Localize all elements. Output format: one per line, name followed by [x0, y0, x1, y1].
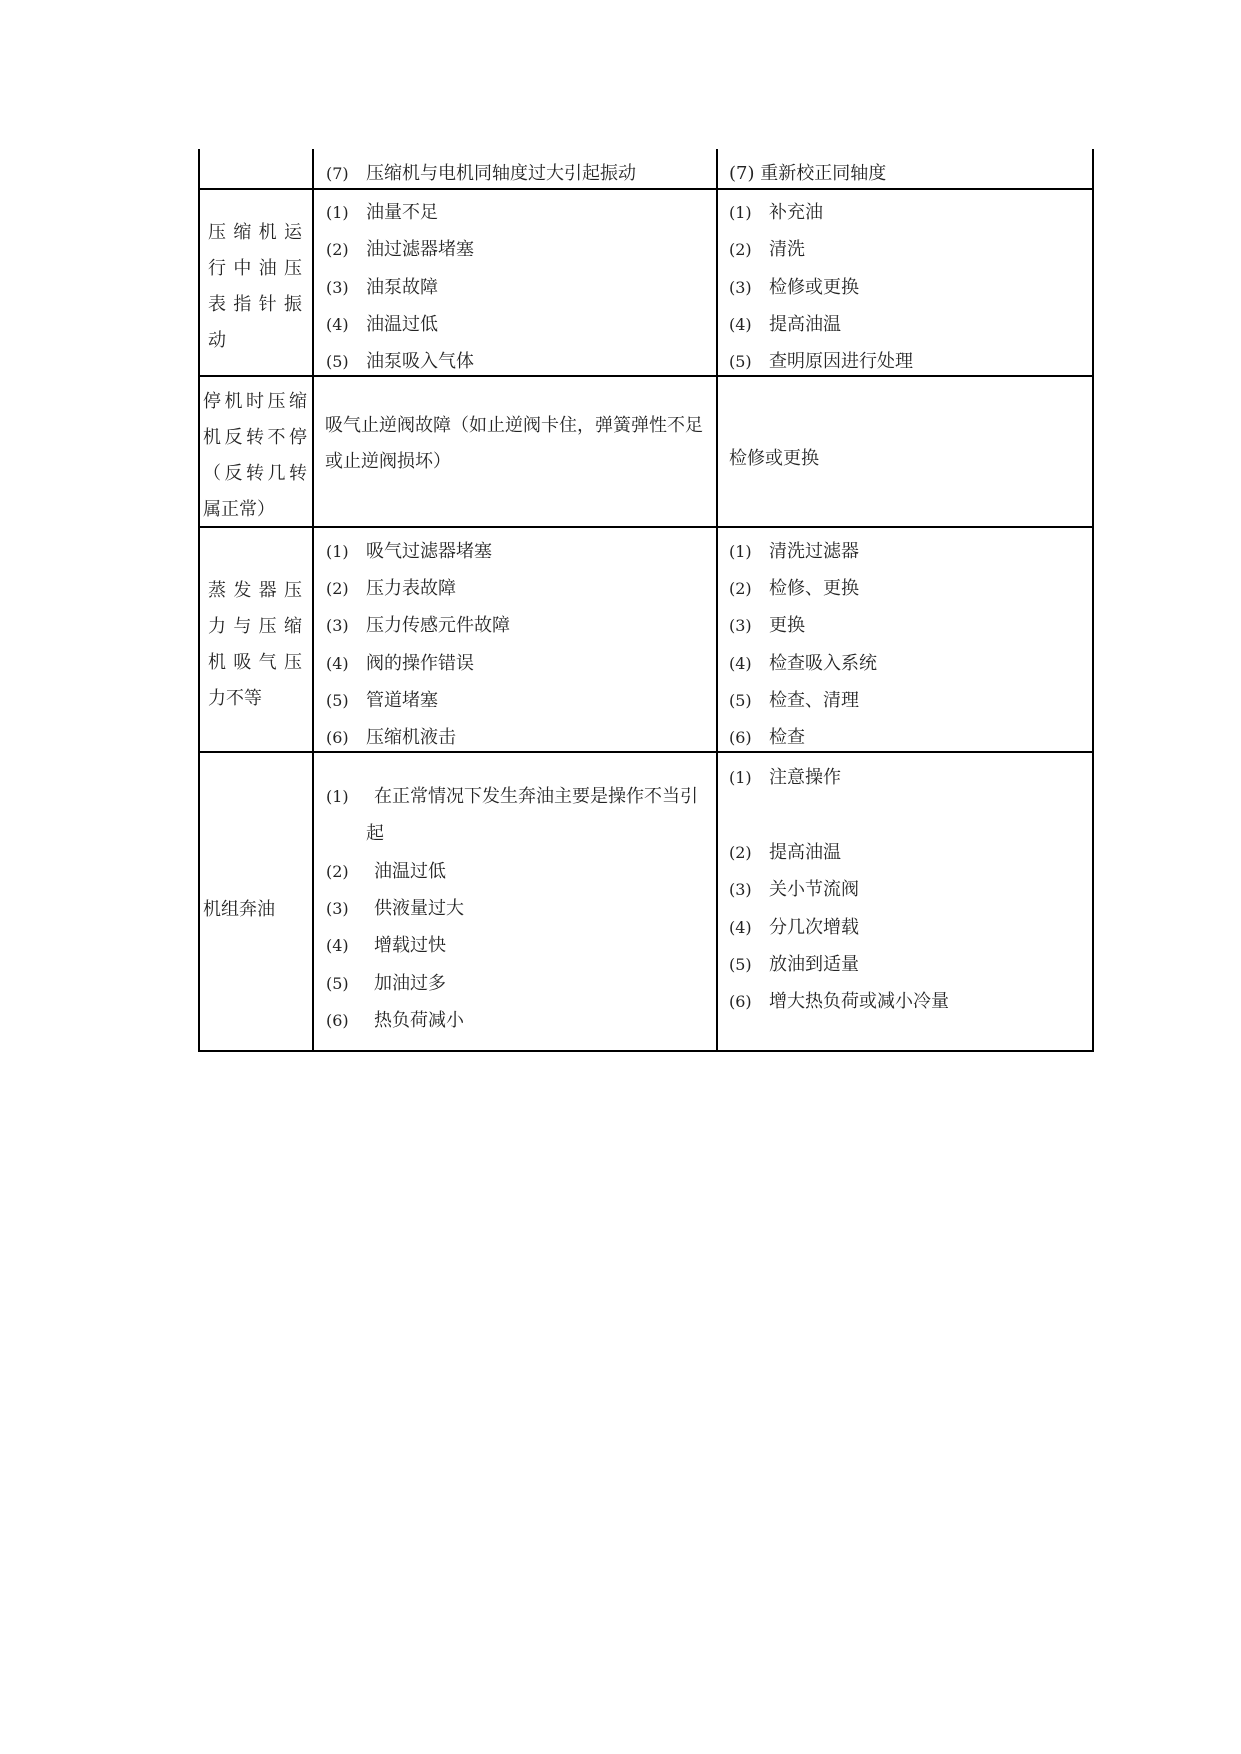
table-row [326, 162, 636, 186]
list-item: (3) 检修或更换 [729, 277, 859, 298]
list-item: (6) 压缩机液击 [326, 727, 456, 748]
list-item: (4) 检查吸入系统 [729, 653, 877, 674]
list-item: (2) 清洗 [729, 239, 805, 260]
list-item: (4) 提高油温 [729, 314, 841, 335]
remedy-text: 检修或更换 [729, 448, 819, 469]
list-item: (3) 供液量过大 [326, 898, 464, 919]
cause-description: 吸气止逆阀故障（如止逆阀卡住，弹簧弹性不足 或止逆阀损坏） [325, 415, 703, 472]
list-item: (4) 阀的操作错误 [326, 653, 474, 674]
table-border-right [1092, 149, 1094, 1052]
list-item: (2) 油过滤器堵塞 [326, 239, 474, 260]
list-item: (5) 查明原因进行处理 [729, 351, 913, 372]
list-item: (2) 油温过低 [326, 861, 446, 882]
list-item: (5) 检查、清理 [729, 690, 859, 711]
cause-text: 压缩机与电机同轴度过大引起振动 [366, 163, 636, 184]
list-item: (6) 热负荷减小 [326, 1010, 464, 1031]
row-divider [198, 751, 1094, 753]
table-border-bottom [198, 1050, 1094, 1052]
list-item: (6) 检查 [729, 727, 805, 748]
column-divider-2 [716, 149, 718, 1052]
list-item: (6) 增大热负荷或减小冷量 [729, 991, 949, 1012]
row-divider [198, 526, 1094, 528]
list-item: (3) 压力传感元件故障 [326, 615, 510, 636]
list-item: (5) 加油过多 [326, 973, 446, 994]
list-item: (1) 补充油 [729, 202, 823, 223]
list-item: (1) 油量不足 [326, 202, 438, 223]
list-item: (4) 分几次增载 [729, 917, 859, 938]
list-item: (2) 提高油温 [729, 842, 841, 863]
list-item: (5) 油泵吸入气体 [326, 351, 474, 372]
list-item: (4) 增载过快 [326, 935, 446, 956]
list-item: (2) 压力表故障 [326, 578, 456, 599]
list-item-continuation: 起 [366, 823, 384, 844]
row-divider [198, 188, 1094, 190]
fault-description: 压缩机运 行中油压 表指针振 动 [208, 222, 302, 351]
list-item: (1) 在正常情况下发生奔油主要是操作不当引 [326, 786, 698, 807]
list-item: (3) 更换 [729, 615, 805, 636]
row-divider [198, 375, 1094, 377]
fault-description: 蒸发器压 力与压缩 机吸气压 力不等 [208, 580, 302, 709]
table-border-left [198, 149, 200, 1052]
list-item: (3) 关小节流阀 [729, 879, 859, 900]
list-item: (3) 油泵故障 [326, 277, 438, 298]
list-item: (5) 管道堵塞 [326, 690, 438, 711]
fault-description: 停机时压缩 机反转不停 （反转几转 属正常） [203, 391, 307, 520]
list-item: (1) 吸气过滤器堵塞 [326, 541, 492, 562]
list-item: (1) 注意操作 [729, 767, 841, 788]
list-item: (2) 检修、更换 [729, 578, 859, 599]
remedy-text: (7) 重新校正同轴度 [729, 163, 887, 184]
list-item: (4) 油温过低 [326, 314, 438, 335]
list-item: (1) 清洗过滤器 [729, 541, 859, 562]
column-divider-1 [312, 149, 314, 1052]
list-item: (5) 放油到适量 [729, 954, 859, 975]
fault-description: 机组奔油 [203, 899, 275, 920]
item-number: (7) [326, 164, 349, 183]
